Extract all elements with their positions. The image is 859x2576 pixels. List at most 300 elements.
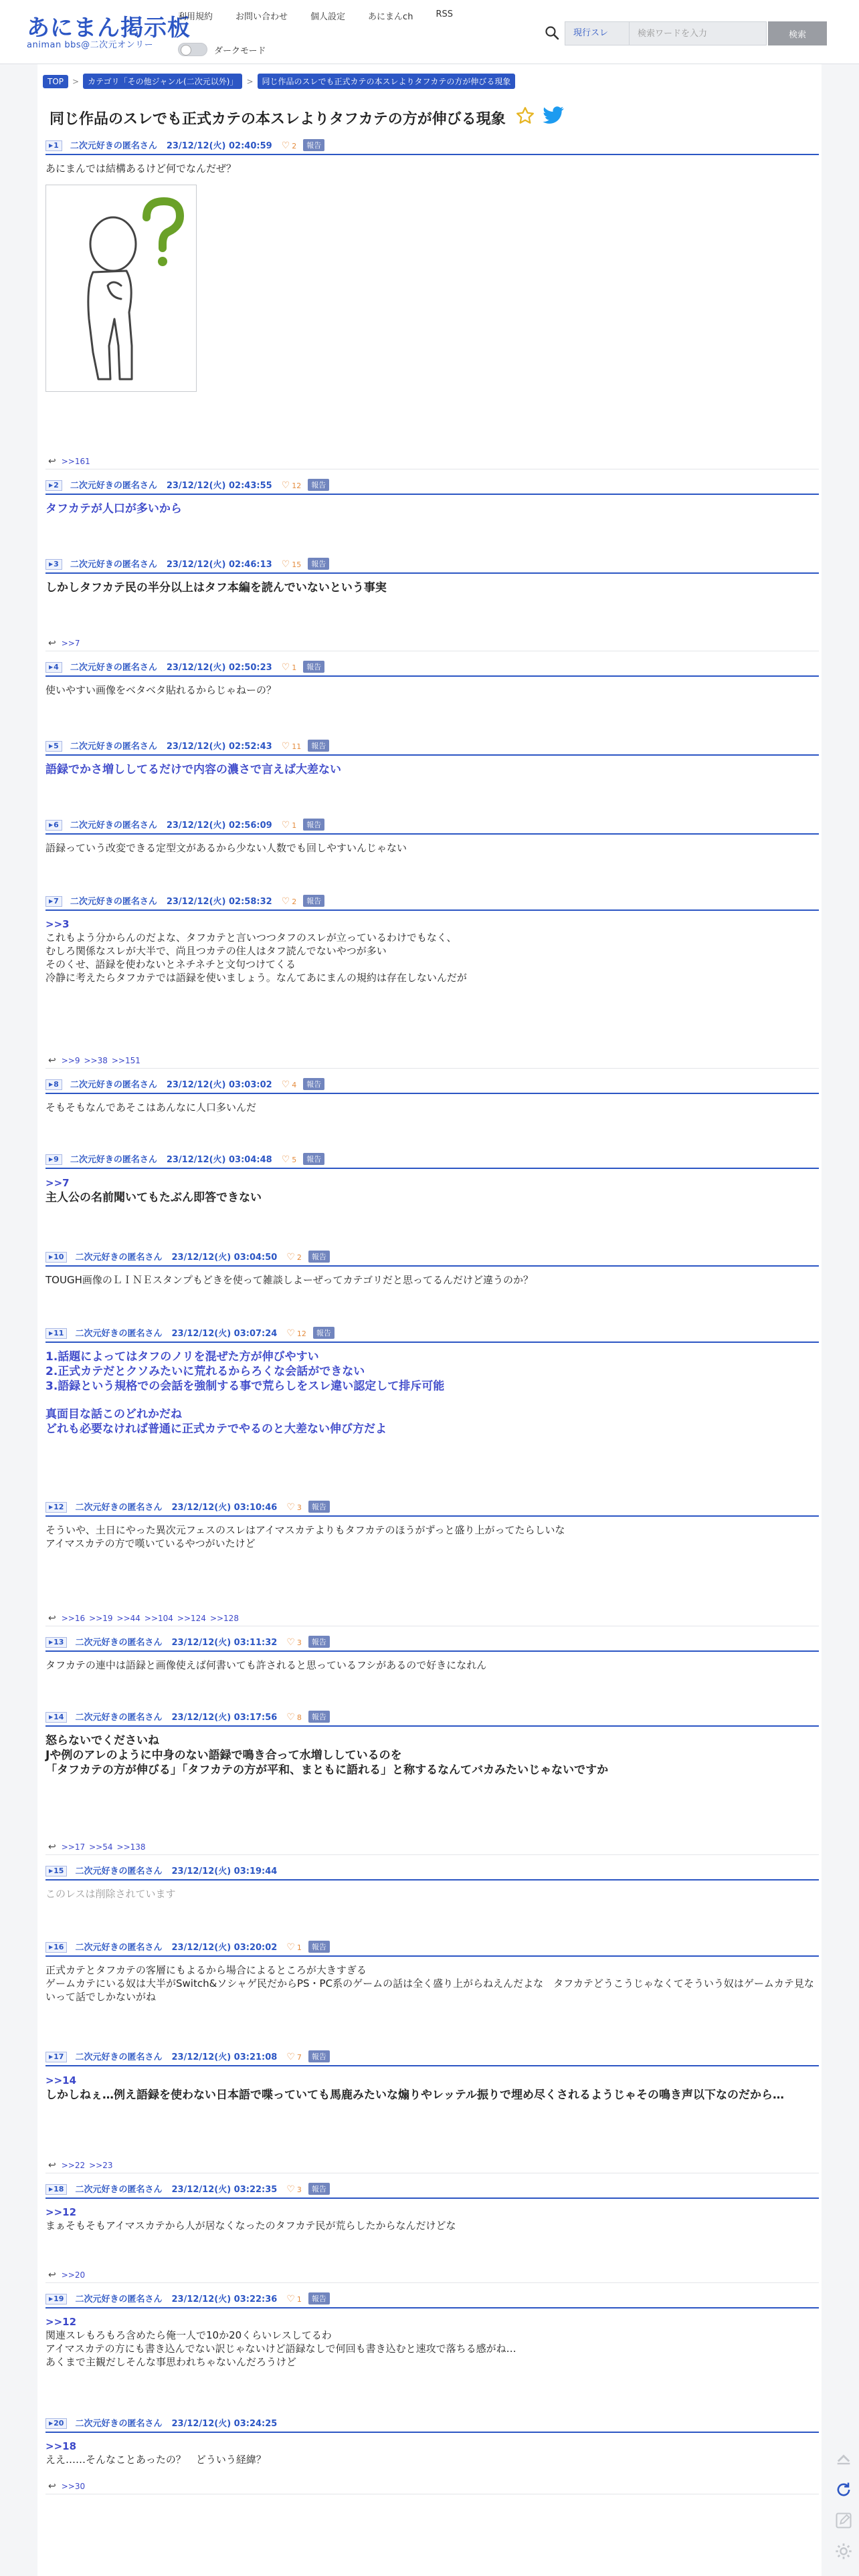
report-button[interactable]: 報告 xyxy=(308,1501,330,1513)
reply-anchor-link[interactable]: >>12 xyxy=(45,2206,77,2218)
post-text-line: そういや、土日にやった異次元フェスのスレはアイマスカテよりもタフカテのほうがずっと盛り上がってたらしいな xyxy=(45,1524,565,1536)
post-number-text: 4 xyxy=(54,663,59,671)
post-date: 23/12/12(火) 03:04:50 xyxy=(171,1253,278,1263)
reply-link[interactable]: >>38 xyxy=(84,1055,108,1065)
replies-row xyxy=(45,2478,819,2494)
post-text-line: 1.話題によってはタフのノリを混ぜた方が伸びやすい xyxy=(45,1350,319,1364)
post-text-line: 語録でかさ増ししてるだけで内容の濃さで言えば大差ない xyxy=(45,763,341,776)
report-button[interactable]: 報告 xyxy=(303,1153,324,1165)
reply-link[interactable]: >>7 xyxy=(61,638,80,648)
reply-arrow-icon: ↩ xyxy=(48,2269,56,2280)
replies-row xyxy=(45,1053,819,1069)
post-number-arrow-icon: ▶ xyxy=(49,1254,54,1260)
post-number[interactable] xyxy=(45,1252,67,1263)
post-text-line: そのくせ、語録を使わないとネチネチと文句つけてくる xyxy=(45,958,296,970)
like-button[interactable] xyxy=(286,1942,302,1953)
post-body xyxy=(45,1273,815,1287)
nav-animanch[interactable]: あにまんch xyxy=(368,12,413,22)
post-number-arrow-icon: ▶ xyxy=(49,1504,54,1510)
breadcrumb-category[interactable]: カテゴリ「その他ジャンル(二次元以外)」 xyxy=(83,74,242,89)
post-12 xyxy=(37,1499,822,1634)
post-number-text: 7 xyxy=(54,897,59,905)
post-text-line: 語録っていう改変できる定型文があるから少ない人数でも回しやすいんじゃない xyxy=(45,842,407,854)
post-number[interactable] xyxy=(45,559,62,570)
post-number[interactable] xyxy=(45,1712,67,1723)
post-text-line: アイマスカテの方で嘆いているやつがいたけど xyxy=(45,1537,256,1549)
like-button[interactable] xyxy=(282,140,297,151)
post-number[interactable] xyxy=(45,1942,67,1953)
reply-anchor-link[interactable]: >>12 xyxy=(45,2316,77,2328)
post-16 xyxy=(37,1939,822,2049)
post-text-line: そもそもなんであそこはあんなに人口多いんだ xyxy=(45,1101,257,1113)
post-number-text: 16 xyxy=(54,1943,64,1951)
heart-icon: ♡ xyxy=(286,1712,295,1723)
post-number[interactable] xyxy=(45,2294,67,2304)
like-count: 1 xyxy=(292,663,297,672)
post-text-line: あにまんでは結構あるけど何でなんだぜ？ xyxy=(45,163,237,175)
post-date: 23/12/12(火) 03:19:44 xyxy=(171,1866,278,1876)
post-number[interactable] xyxy=(45,741,62,752)
settings-gear-icon[interactable] xyxy=(832,2540,855,2563)
post-text-line: このレスは削除されています xyxy=(45,1888,176,1900)
post-number-text: 17 xyxy=(54,2052,64,2061)
post-number-text: 15 xyxy=(54,1866,64,1875)
reply-link[interactable]: >>16 xyxy=(61,1613,86,1623)
heart-icon: ♡ xyxy=(286,1942,295,1953)
like-button[interactable] xyxy=(286,1712,302,1723)
like-button[interactable] xyxy=(282,1154,297,1165)
replies-row xyxy=(45,1839,819,1855)
post-number-text: 6 xyxy=(54,821,59,829)
post-text-line: むしろ関係なスレが大半で、尚且つカテの住人はタフ読んでないやつが多い xyxy=(45,945,387,957)
post-number-arrow-icon: ▶ xyxy=(49,1639,54,1645)
report-button[interactable]: 報告 xyxy=(308,1251,330,1263)
post-text-line: これもよう分からんのだよな、タフカテと言いつつタフのスレが立っているわけでもなく、 xyxy=(45,932,457,944)
search-icon xyxy=(541,21,565,45)
post-text-line: しかしタフカテ民の半分以上はタフ本編を読んでいないという事実 xyxy=(45,581,387,595)
search-button[interactable]: 検索 xyxy=(768,21,827,45)
reply-arrow-icon: ↩ xyxy=(48,2159,56,2171)
like-count: 12 xyxy=(296,1329,306,1338)
post-author: 二次元好きの匿名さん xyxy=(75,1503,163,1513)
post-number-text: 13 xyxy=(54,1638,64,1646)
post-text-line: 真面目な話このどれかだね xyxy=(45,1408,182,1421)
like-count: 1 xyxy=(292,821,297,830)
reply-link[interactable]: >>124 xyxy=(177,1613,206,1623)
like-count: 5 xyxy=(292,1155,297,1164)
report-button[interactable]: 報告 xyxy=(308,740,329,752)
report-button[interactable]: 報告 xyxy=(308,1941,330,1953)
post-20 xyxy=(37,2416,822,2502)
like-button[interactable] xyxy=(286,2294,302,2304)
heart-icon: ♡ xyxy=(281,1079,290,1090)
search-input[interactable] xyxy=(629,21,767,45)
post-text-line: タフカテが人口が多いから xyxy=(45,502,182,516)
post-date: 23/12/12(火) 02:40:59 xyxy=(166,141,272,151)
post-header xyxy=(45,2181,819,2199)
report-button[interactable]: 報告 xyxy=(308,1711,330,1723)
darkmode-toggle[interactable] xyxy=(178,43,207,56)
post-date: 23/12/12(火) 03:24:25 xyxy=(171,2419,278,2429)
reply-link[interactable]: >>128 xyxy=(209,1613,239,1623)
post-author: 二次元好きの匿名さん xyxy=(70,560,157,570)
reply-link[interactable]: >>161 xyxy=(61,456,90,466)
post-18 xyxy=(37,2181,822,2291)
like-button[interactable] xyxy=(282,741,302,752)
like-button[interactable] xyxy=(282,480,302,491)
post-number[interactable] xyxy=(45,140,62,151)
reply-link[interactable]: >>151 xyxy=(111,1055,140,1065)
post-author: 二次元好きの匿名さん xyxy=(70,481,157,491)
post-header xyxy=(45,1939,819,1957)
report-button[interactable]: 報告 xyxy=(303,139,324,151)
post-number-arrow-icon: ▶ xyxy=(49,1714,54,1720)
nav-terms[interactable]: 利用規約 xyxy=(178,12,213,22)
post-body xyxy=(45,1887,815,1901)
post-11 xyxy=(37,1325,822,1499)
floating-buttons xyxy=(832,2448,855,2571)
post-date: 23/12/12(火) 02:52:43 xyxy=(166,742,272,752)
post-author: 二次元好きの匿名さん xyxy=(75,1713,163,1723)
post-author: 二次元好きの匿名さん xyxy=(70,897,157,907)
post-text-line: Jや例のアレのように中身のない語録で鳴き合って水増ししているのを xyxy=(45,1749,402,1762)
search-bar xyxy=(541,21,827,45)
post-body xyxy=(45,841,815,855)
post-header xyxy=(45,2291,819,2309)
post-5 xyxy=(37,738,822,817)
like-button[interactable] xyxy=(286,2052,302,2062)
post-author: 二次元好きの匿名さん xyxy=(75,1253,163,1263)
report-button[interactable]: 報告 xyxy=(308,479,329,491)
post-author: 二次元好きの匿名さん xyxy=(75,2052,163,2062)
post-number-arrow-icon: ▶ xyxy=(49,2054,54,2060)
post-header xyxy=(45,1499,819,1517)
post-number[interactable] xyxy=(45,1637,67,1648)
post-body xyxy=(45,2315,815,2369)
breadcrumb-top[interactable]: TOP xyxy=(43,75,68,88)
like-button[interactable] xyxy=(286,1252,302,1263)
post-header xyxy=(45,1634,819,1652)
like-button[interactable] xyxy=(282,896,297,907)
post-number[interactable] xyxy=(45,2418,67,2429)
attached-image-thumbnail[interactable] xyxy=(45,185,197,392)
replies-row xyxy=(45,2157,819,2173)
like-count: 3 xyxy=(296,2185,302,2194)
reply-arrow-icon: ↩ xyxy=(48,1841,56,1852)
reply-link[interactable]: >>22 xyxy=(61,2160,86,2170)
post-body xyxy=(45,918,815,984)
report-button[interactable]: 報告 xyxy=(308,2050,330,2062)
post-text-line: しかしねぇ…例え語録を使わない日本語で喋っていても馬鹿みたいな煽りやレッテル振りで埋め尽くされるようじゃその鳴き声以下なのだから… xyxy=(45,2088,784,2102)
post-number-text: 19 xyxy=(54,2294,64,2303)
post-date: 23/12/12(火) 02:43:55 xyxy=(166,481,272,491)
post-date: 23/12/12(火) 02:46:13 xyxy=(166,560,272,570)
post-author: 二次元好きの匿名さん xyxy=(70,1080,157,1090)
like-button[interactable] xyxy=(286,1502,302,1513)
heart-icon: ♡ xyxy=(281,741,290,752)
post-number[interactable] xyxy=(45,896,62,907)
post-number-arrow-icon: ▶ xyxy=(49,2420,54,2426)
heart-icon: ♡ xyxy=(286,2294,295,2304)
search-category-select[interactable]: 現行スレ xyxy=(565,21,629,45)
post-header xyxy=(45,1325,819,1343)
post-header xyxy=(45,1077,819,1094)
twitter-share-icon[interactable] xyxy=(542,106,565,129)
post-header xyxy=(45,556,819,574)
post-text-line: どれも必要なければ普通に正式カテでやるのと大差ない伸び方だよ xyxy=(45,1422,387,1436)
post-text-line: 冷静に考えたらタフカテでは語録を使いましょう。なんてあにまんの規約は存在しないんだが xyxy=(45,972,467,984)
post-number-text: 1 xyxy=(54,141,59,150)
post-text-line: 関連スレもろもろ含めたら俺一人で10か20くらいレスしてるわ xyxy=(45,2329,332,2341)
post-header xyxy=(45,817,819,835)
like-button[interactable] xyxy=(282,662,297,673)
nav-contact[interactable]: お問い合わせ xyxy=(235,12,288,22)
report-button[interactable]: 報告 xyxy=(303,1078,324,1090)
post-body xyxy=(45,1658,815,1672)
logo-title: あにまん掲示板 xyxy=(27,15,191,41)
darkmode-label: ダークモード xyxy=(214,45,266,56)
post-date: 23/12/12(火) 02:56:09 xyxy=(166,821,272,831)
reply-arrow-icon: ↩ xyxy=(48,637,56,649)
post-number-text: 5 xyxy=(54,742,59,750)
post-number-arrow-icon: ▶ xyxy=(49,664,54,670)
post-2 xyxy=(37,477,822,556)
post-number-text: 11 xyxy=(54,1329,64,1337)
post-author: 二次元好きの匿名さん xyxy=(75,2185,163,2195)
like-button[interactable] xyxy=(282,559,302,570)
nav-rss[interactable]: RSS xyxy=(436,9,453,19)
nav-settings[interactable]: 個人設定 xyxy=(310,12,346,22)
post-header xyxy=(45,738,819,756)
post-number[interactable] xyxy=(45,820,62,831)
like-button[interactable] xyxy=(282,820,297,831)
report-button[interactable]: 報告 xyxy=(303,819,324,831)
scroll-top-icon[interactable] xyxy=(832,2448,855,2470)
reply-link[interactable]: >>138 xyxy=(116,1842,146,1852)
write-icon[interactable] xyxy=(832,2509,855,2532)
like-button[interactable] xyxy=(286,1637,302,1648)
post-text-line: TOUGH画像のＬＩＮＥスタンプもどきを使って雑談しよーぜってカテゴリだと思ってるんだけど違うのか？ xyxy=(45,1274,533,1286)
site-logo[interactable] xyxy=(27,16,191,51)
post-text-line: 「タフカテの方が伸びる」「タフカテの方が平和、まともに語れる」と称するなんてバカみたいじゃないですか xyxy=(45,1763,609,1777)
post-number-text: 2 xyxy=(54,481,59,490)
post-text-line: 主人公の名前聞いてもたぶん即答できない xyxy=(45,1191,262,1204)
post-body xyxy=(45,2440,815,2466)
post-number-arrow-icon: ▶ xyxy=(49,1330,54,1336)
post-text-line: 怒らないでくださいね xyxy=(45,1734,159,1747)
heart-icon: ♡ xyxy=(286,1328,295,1339)
post-number-arrow-icon: ▶ xyxy=(49,2186,54,2192)
heart-icon: ♡ xyxy=(281,480,290,491)
like-count: 8 xyxy=(296,1713,302,1722)
like-count: 15 xyxy=(292,560,302,569)
post-number[interactable] xyxy=(45,662,62,673)
post-author: 二次元好きの匿名さん xyxy=(75,1866,163,1876)
post-body xyxy=(45,1523,815,1550)
post-date: 23/12/12(火) 03:04:48 xyxy=(166,1155,272,1165)
post-number-text: 10 xyxy=(54,1253,64,1261)
post-header xyxy=(45,477,819,495)
post-text-line xyxy=(45,1394,815,1407)
post-header xyxy=(45,2049,819,2066)
like-count: 2 xyxy=(292,897,297,906)
post-header xyxy=(45,138,819,155)
post-number-arrow-icon: ▶ xyxy=(49,561,54,567)
report-button[interactable]: 報告 xyxy=(303,661,324,673)
thread-title-row xyxy=(50,106,565,130)
page-title: 同じ作品のスレでも正式カテの本スレよりタフカテの方が伸びる現象 xyxy=(50,110,506,128)
post-6 xyxy=(37,817,822,893)
like-count: 3 xyxy=(296,1503,302,1512)
post-date: 23/12/12(火) 03:07:24 xyxy=(171,1329,278,1339)
reply-link[interactable]: >>20 xyxy=(61,2270,86,2280)
heart-icon: ♡ xyxy=(286,1502,295,1513)
reply-link[interactable]: >>30 xyxy=(61,2481,86,2491)
post-author: 二次元好きの匿名さん xyxy=(75,1638,163,1648)
report-button[interactable]: 報告 xyxy=(303,895,324,907)
post-number[interactable] xyxy=(45,1502,67,1513)
heart-icon: ♡ xyxy=(286,2052,295,2062)
post-13 xyxy=(37,1634,822,1709)
post-author: 二次元好きの匿名さん xyxy=(70,821,157,831)
post-body xyxy=(45,580,815,595)
post-body xyxy=(45,683,815,697)
post-text-line: 正式カテとタフカテの客層にもよるから場合によるところが大きすぎる xyxy=(45,1964,367,1976)
post-19 xyxy=(37,2291,822,2416)
reply-anchor-link[interactable]: >>14 xyxy=(45,2074,77,2086)
post-number[interactable] xyxy=(45,2052,67,2062)
replies-row xyxy=(45,453,819,469)
report-button[interactable]: 報告 xyxy=(308,1636,330,1648)
post-number-arrow-icon: ▶ xyxy=(49,822,54,828)
like-button[interactable] xyxy=(286,1328,306,1339)
reply-link[interactable]: >>54 xyxy=(89,1842,113,1852)
post-number[interactable] xyxy=(45,1079,62,1090)
post-number-text: 9 xyxy=(54,1155,59,1164)
reply-link[interactable]: >>19 xyxy=(89,1613,113,1623)
post-body xyxy=(45,1963,815,2004)
heart-icon: ♡ xyxy=(281,820,290,831)
post-author: 二次元好きの匿名さん xyxy=(75,1329,163,1339)
post-header xyxy=(45,1152,819,1169)
post-date: 23/12/12(火) 03:03:02 xyxy=(166,1080,272,1090)
post-header xyxy=(45,1709,819,1727)
post-text-line: ええ……そんなことあったの？ どういう経緯？ xyxy=(45,2454,266,2466)
site-header xyxy=(0,0,859,64)
post-author: 二次元好きの匿名さん xyxy=(70,1155,157,1165)
post-body xyxy=(45,2206,815,2232)
report-button[interactable]: 報告 xyxy=(308,558,329,570)
reply-arrow-icon: ↩ xyxy=(48,1612,56,1624)
like-count: 3 xyxy=(296,1638,302,1647)
reply-anchor-link[interactable]: >>7 xyxy=(45,1177,70,1189)
breadcrumb-thread[interactable]: 同じ作品のスレでも正式カテの本スレよりタフカテの方が伸びる現象 xyxy=(258,74,516,89)
post-header xyxy=(45,659,819,677)
post-number[interactable] xyxy=(45,1154,62,1165)
reply-anchor-link[interactable]: >>3 xyxy=(45,918,70,930)
reply-link[interactable]: >>44 xyxy=(116,1613,140,1623)
breadcrumb-separator: > xyxy=(246,76,254,86)
reply-link[interactable]: >>17 xyxy=(61,1842,86,1852)
post-number-text: 14 xyxy=(54,1713,64,1721)
reply-anchor-link[interactable]: >>18 xyxy=(45,2440,77,2452)
post-number-arrow-icon: ▶ xyxy=(49,1156,54,1162)
post-body xyxy=(45,2073,815,2103)
favorite-star-icon[interactable] xyxy=(515,106,535,130)
post-body xyxy=(45,502,815,516)
post-3 xyxy=(37,556,822,659)
post-4 xyxy=(37,659,822,738)
reply-link[interactable]: >>9 xyxy=(61,1055,80,1065)
post-number[interactable] xyxy=(45,1328,67,1339)
post-number-arrow-icon: ▶ xyxy=(49,142,54,148)
post-body xyxy=(45,1176,815,1205)
like-button[interactable] xyxy=(286,2184,302,2195)
post-date: 23/12/12(火) 03:22:36 xyxy=(171,2294,278,2304)
like-count: 7 xyxy=(296,2052,302,2062)
post-header xyxy=(45,1249,819,1267)
post-1 xyxy=(37,138,822,477)
post-number-arrow-icon: ▶ xyxy=(49,2296,54,2302)
darkmode-control xyxy=(178,43,266,56)
breadcrumb xyxy=(43,74,515,89)
like-count: 1 xyxy=(296,2294,302,2304)
logo-subtitle: animan bbs@二次元オンリー xyxy=(27,40,154,50)
post-text-line: タフカテの連中は語録と画像使えば何書いても許されると思っているフシがあるので好きになれん xyxy=(45,1659,487,1671)
reply-link[interactable]: >>104 xyxy=(144,1613,173,1623)
like-button[interactable] xyxy=(282,1079,297,1090)
post-number[interactable] xyxy=(45,480,62,491)
replies-row xyxy=(45,1610,819,1626)
post-date: 23/12/12(火) 02:58:32 xyxy=(166,897,272,907)
post-15 xyxy=(37,1863,822,1939)
post-header xyxy=(45,1863,819,1881)
post-number-arrow-icon: ▶ xyxy=(49,743,54,749)
replies-row xyxy=(45,635,819,651)
report-button[interactable]: 報告 xyxy=(308,2183,330,2195)
post-header xyxy=(45,2416,819,2433)
post-header xyxy=(45,893,819,911)
post-number[interactable] xyxy=(45,2184,67,2195)
report-button[interactable]: 報告 xyxy=(313,1327,335,1339)
report-button[interactable]: 報告 xyxy=(308,2292,330,2304)
post-body xyxy=(45,1101,815,1114)
post-text-line: アイマスカテの方にも書き込んでない訳じゃないけど語録なしで何回も書き込むと速攻で落ちる感がね… xyxy=(45,2343,516,2355)
post-number-arrow-icon: ▶ xyxy=(49,1081,54,1087)
reply-arrow-icon: ↩ xyxy=(48,455,56,467)
post-text-line: ゲームカテにいる奴は大半がSwitch&ソシャゲ民だからPS・PC系のゲームの話は全く盛り上がらねえんだよな タフカテどうこうじゃなくてそういう奴はゲームカテ見ないって話でしかないがね xyxy=(45,1977,814,2003)
post-text-line: 2.正式カテだとクソみたいに荒れるからろくな会話ができない xyxy=(45,1365,365,1378)
reload-icon[interactable] xyxy=(832,2478,855,2501)
post-date: 23/12/12(火) 03:10:46 xyxy=(171,1503,278,1513)
post-number-arrow-icon: ▶ xyxy=(49,1868,54,1874)
heart-icon: ♡ xyxy=(281,896,290,907)
post-body xyxy=(45,762,815,777)
post-date: 23/12/12(火) 03:20:02 xyxy=(171,1943,278,1953)
reply-link[interactable]: >>23 xyxy=(89,2160,113,2170)
post-14 xyxy=(37,1709,822,1863)
heart-icon: ♡ xyxy=(281,140,290,151)
post-date: 23/12/12(火) 03:11:32 xyxy=(171,1638,278,1648)
replies-row xyxy=(45,2267,819,2283)
post-number[interactable] xyxy=(45,1866,67,1876)
post-number-text: 18 xyxy=(54,2185,64,2193)
like-count: 2 xyxy=(296,1253,302,1262)
post-author: 二次元好きの匿名さん xyxy=(75,2419,163,2429)
like-count: 2 xyxy=(292,141,297,150)
post-text-line: あくまで主観だしそんな事思われちゃないんだろうけど xyxy=(45,2356,297,2368)
post-date: 23/12/12(火) 03:17:56 xyxy=(171,1713,278,1723)
